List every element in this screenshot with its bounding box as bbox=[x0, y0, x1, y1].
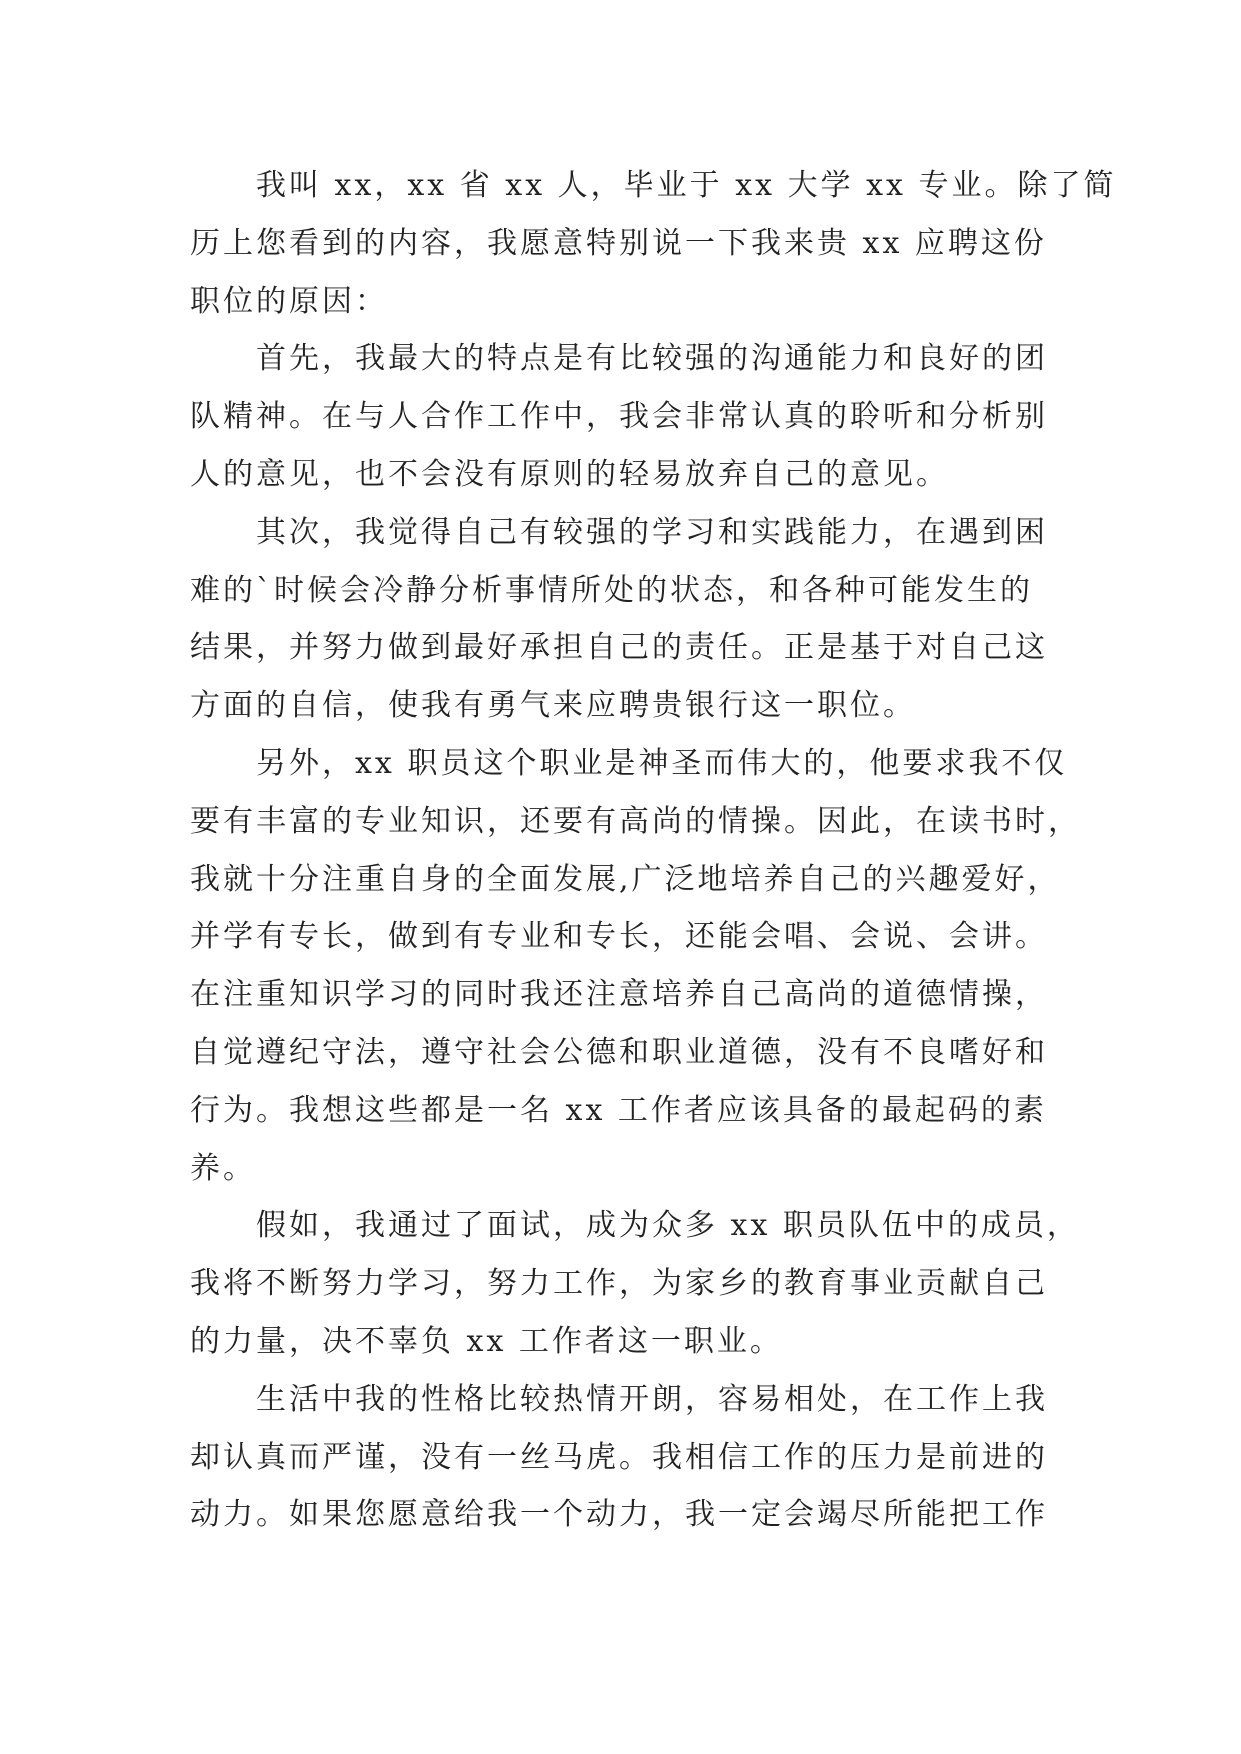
text-line: 首先，我最大的特点是有比较强的沟通能力和良好的团 bbox=[256, 341, 1048, 377]
text-line: 并学有专长，做到有专业和专长，还能会唱、会说、会讲。 bbox=[190, 919, 1048, 955]
text-line: 方面的自信，使我有勇气来应聘贵银行这一职位。 bbox=[190, 688, 916, 724]
text-line: 生活中我的性格比较热情开朗，容易相处，在工作上我 bbox=[256, 1381, 1048, 1417]
text-line: 自觉遵纪守法，遵守社会公德和职业道德，没有不良嗜好和 bbox=[190, 1034, 1048, 1070]
text-line: 历上您看到的内容，我愿意特别说一下我来贵 xx 应聘这份 bbox=[190, 225, 1047, 261]
text-line: 结果，并努力做到最好承担自己的责任。正是基于对自己这 bbox=[190, 630, 1048, 666]
paragraph bbox=[190, 330, 1070, 503]
text-line: 队精神。在与人合作工作中，我会非常认真的聆听和分析别 bbox=[190, 399, 1048, 435]
document-body bbox=[190, 157, 1117, 1544]
text-line: 在注重知识学习的同时我还注意培养自己高尚的道德情操， bbox=[190, 977, 1048, 1013]
text-line: 的力量，决不辜负 xx 工作者这一职业。 bbox=[190, 1323, 783, 1359]
text-line: 人的意见，也不会没有原则的轻易放弃自己的意见。 bbox=[190, 456, 949, 492]
text-line: 行为。我想这些都是一名 xx 工作者应该具备的最起码的素 bbox=[190, 1092, 1047, 1128]
text-line: 我就十分注重自身的全面发展,广泛地培养自己的兴趣爱好， bbox=[190, 861, 1061, 897]
paragraph bbox=[190, 1197, 1080, 1370]
text-line: 要有丰富的专业知识，还要有高尚的情操。因此，在读书时， bbox=[190, 803, 1081, 839]
text-line: 假如，我通过了面试，成为众多 xx 职员队伍中的成员， bbox=[256, 1208, 1080, 1244]
paragraph bbox=[190, 735, 1081, 1197]
text-line: 其次，我觉得自己有较强的学习和实践能力，在遇到困 bbox=[256, 514, 1048, 550]
text-line: 动力。如果您愿意给我一个动力，我一定会竭尽所能把工作 bbox=[190, 1497, 1048, 1533]
paragraph bbox=[190, 1371, 1070, 1544]
text-line: 难的`时候会冷静分析事情所处的状态，和各种可能发生的 bbox=[190, 572, 1033, 608]
text-line: 却认真而严谨，没有一丝马虎。我相信工作的压力是前进的 bbox=[190, 1439, 1048, 1475]
text-line: 我将不断努力学习，努力工作，为家乡的教育事业贡献自己 bbox=[190, 1266, 1048, 1302]
text-line: 职位的原因： bbox=[190, 283, 388, 319]
text-line: 我叫 xx，xx 省 xx 人，毕业于 xx 大学 xx 专业。除了简 bbox=[256, 168, 1117, 203]
paragraph bbox=[190, 157, 1117, 330]
text-line: 养。 bbox=[190, 1150, 256, 1186]
text-line: 另外，xx 职员这个职业是神圣而伟大的，他要求我不仅 bbox=[256, 745, 1068, 781]
paragraph bbox=[190, 504, 1070, 735]
